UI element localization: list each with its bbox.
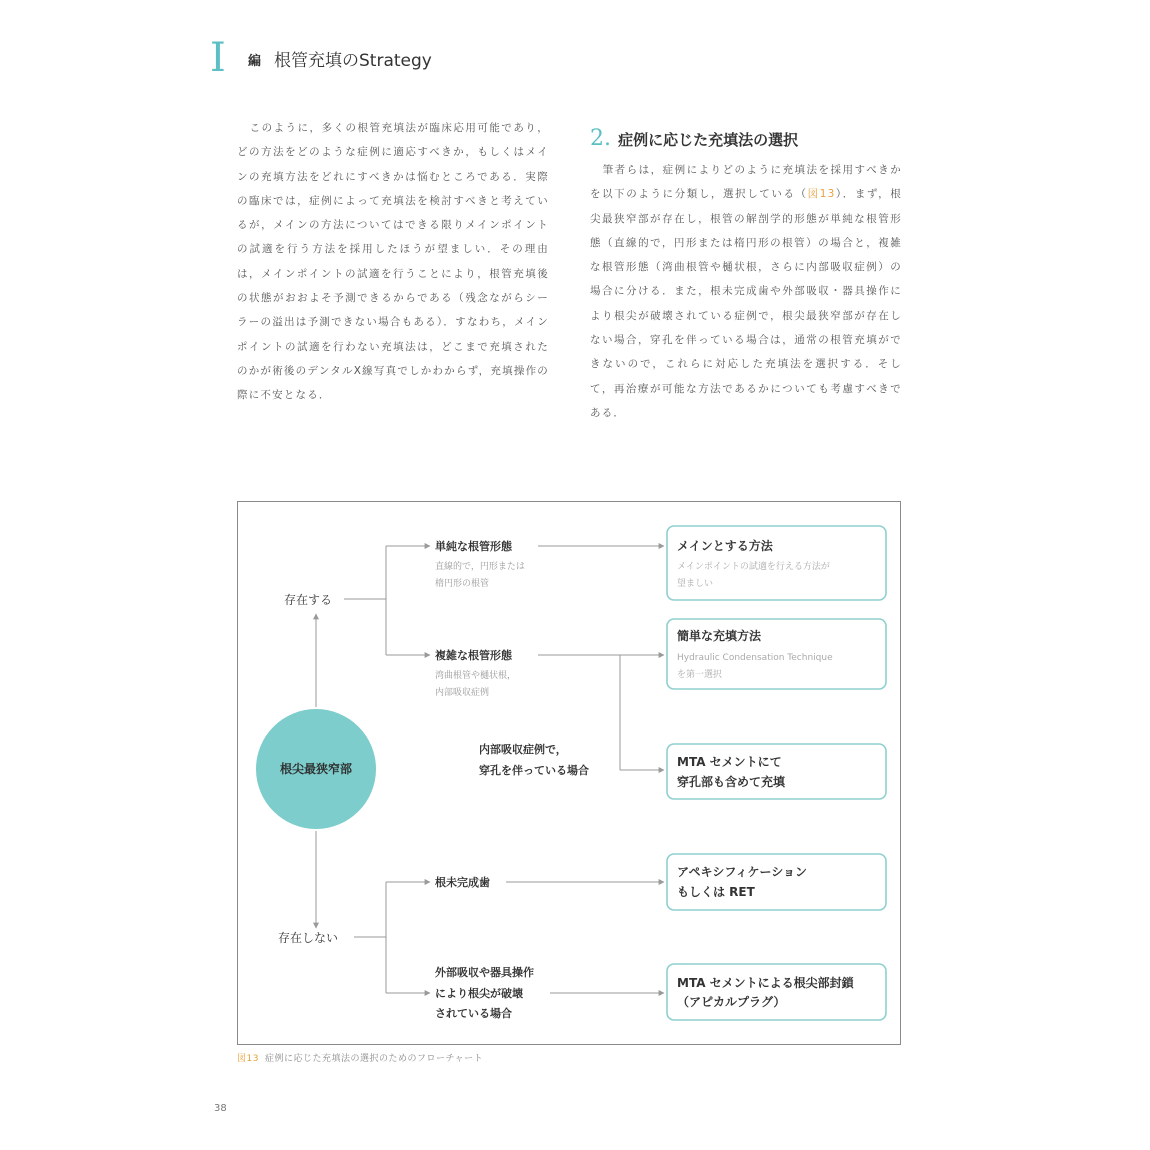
immature-node: 根未完成歯 [435, 876, 490, 889]
box-main-sub-2: 望ましい [677, 579, 714, 589]
paragraph-part-2: ）．まず，根尖最狭窄部が存在し，根管の解剖学的形態が単純な根管形態（直線的で，円形または楕円形の根管）の場合と，複雑な根管形態（湾曲根管や樋状根，さらに内部吸収症例）の場合に分ける．また，根未完成歯や外部吸収・器具操作により根尖が破壊されている症例で，根尖最狭窄部が存在しない場合，穿孔を伴っている場合は，通常の根管充填ができないので，これらに対応した充填法を選択する．そして，再治療が可能な方法であるかについても考慮すべきである． [590, 188, 902, 419]
box-main-sub-1: メインポイントの試適を行える方法が [677, 562, 830, 572]
box-apex-line-1: アペキシフィケーション [677, 865, 807, 879]
external-line-2: により根尖が破壊 [435, 987, 523, 1000]
box-apex-line-2: もしくは RET [677, 885, 755, 899]
perforation-node [479, 742, 589, 777]
root-label: 根尖最狭窄部 [279, 762, 353, 776]
flowchart-svg [238, 502, 902, 1046]
box-simple-title: 簡単な充填方法 [677, 629, 762, 643]
simple-sub-1: 直線的で，円形または [435, 562, 525, 572]
right-column-paragraph [590, 158, 902, 425]
complex-sub-2: 内部吸収症例 [435, 688, 490, 698]
complex-sub-1: 湾曲根管や樋状根， [435, 671, 517, 681]
box-simple-method [667, 619, 886, 689]
box-simple-sub-1: Hydraulic Condensation Technique [677, 653, 833, 663]
box-main-method [667, 526, 886, 600]
box-mta1-line-2: 穿孔部も含めて充填 [677, 775, 786, 789]
figure-reference[interactable]: 図13 [807, 188, 836, 201]
external-node [435, 965, 534, 1020]
exists-label: 存在する [284, 593, 333, 607]
simple-title: 単純な根管形態 [435, 540, 512, 553]
external-line-3: されている場合 [435, 1007, 512, 1020]
box-apexification [667, 854, 886, 910]
left-column-paragraph: このように，多くの根管充填法が臨床応用可能であり，どの方法をどのような症例に適応すべきか，もしくはメインの充填方法をどれにすべきかは悩むところである．実際の臨床では，症例によって充填法を検討すべきと考えているが，メインの方法についてはできる限りメインポイントの試適を行う方法を採用したほうが望ましい．その理由は，メインポイントの試適を行うことにより，根管充填後の状態がおおよそ予測できるからである（残念ながらシーラーの溢出は予測できない場合もある）．すなわち，メインポイントの試適を行わない充填法は，どこまで充填されたのかが術後のデンタルX線写真でしかわからず，充填操作の際に不安となる． [237, 122, 549, 402]
box-mta-apical-plug [667, 964, 886, 1020]
section-title: 症例に応じた充填法の選択 [618, 131, 799, 149]
external-line-1: 外部吸収や器具操作 [435, 966, 534, 979]
complex-node [435, 648, 516, 698]
perforation-line-1: 内部吸収症例で， [479, 743, 567, 756]
complex-title: 複雑な根管形態 [435, 649, 512, 662]
section-number: 2. [590, 126, 611, 151]
box-main-title: メインとする方法 [677, 539, 773, 553]
paragraph-part-1: 筆者らは，症例によりどのように充填法を採用すべきかを以下のように分類し，選択している（ [590, 164, 902, 201]
figure-caption [237, 1051, 483, 1064]
part-numeral: I [210, 35, 226, 81]
part-label: 編 [248, 54, 262, 69]
flowchart-figure [237, 501, 901, 1045]
simple-node [435, 539, 525, 589]
not-exists-label: 存在しない [278, 931, 339, 945]
box-simple-sub-2: を第一選択 [677, 670, 723, 680]
page-number: 38 [214, 1103, 227, 1114]
box-mta2-line-2: （アピカルプラグ） [677, 995, 786, 1009]
box-mta1-line-1: MTA セメントにて [677, 755, 782, 769]
part-title: 根管充填のStrategy [274, 51, 432, 71]
figure-caption-number: 図13 [237, 1054, 259, 1064]
simple-sub-2: 楕円形の根管 [435, 579, 490, 589]
perforation-line-2: 穿孔を伴っている場合 [479, 764, 589, 777]
figure-caption-text: 症例に応じた充填法の選択のためのフローチャート [264, 1054, 484, 1064]
box-mta2-line-1: MTA セメントによる根尖部封鎖 [677, 976, 854, 990]
section-heading [590, 126, 798, 154]
box-mta-perforation [667, 744, 886, 799]
